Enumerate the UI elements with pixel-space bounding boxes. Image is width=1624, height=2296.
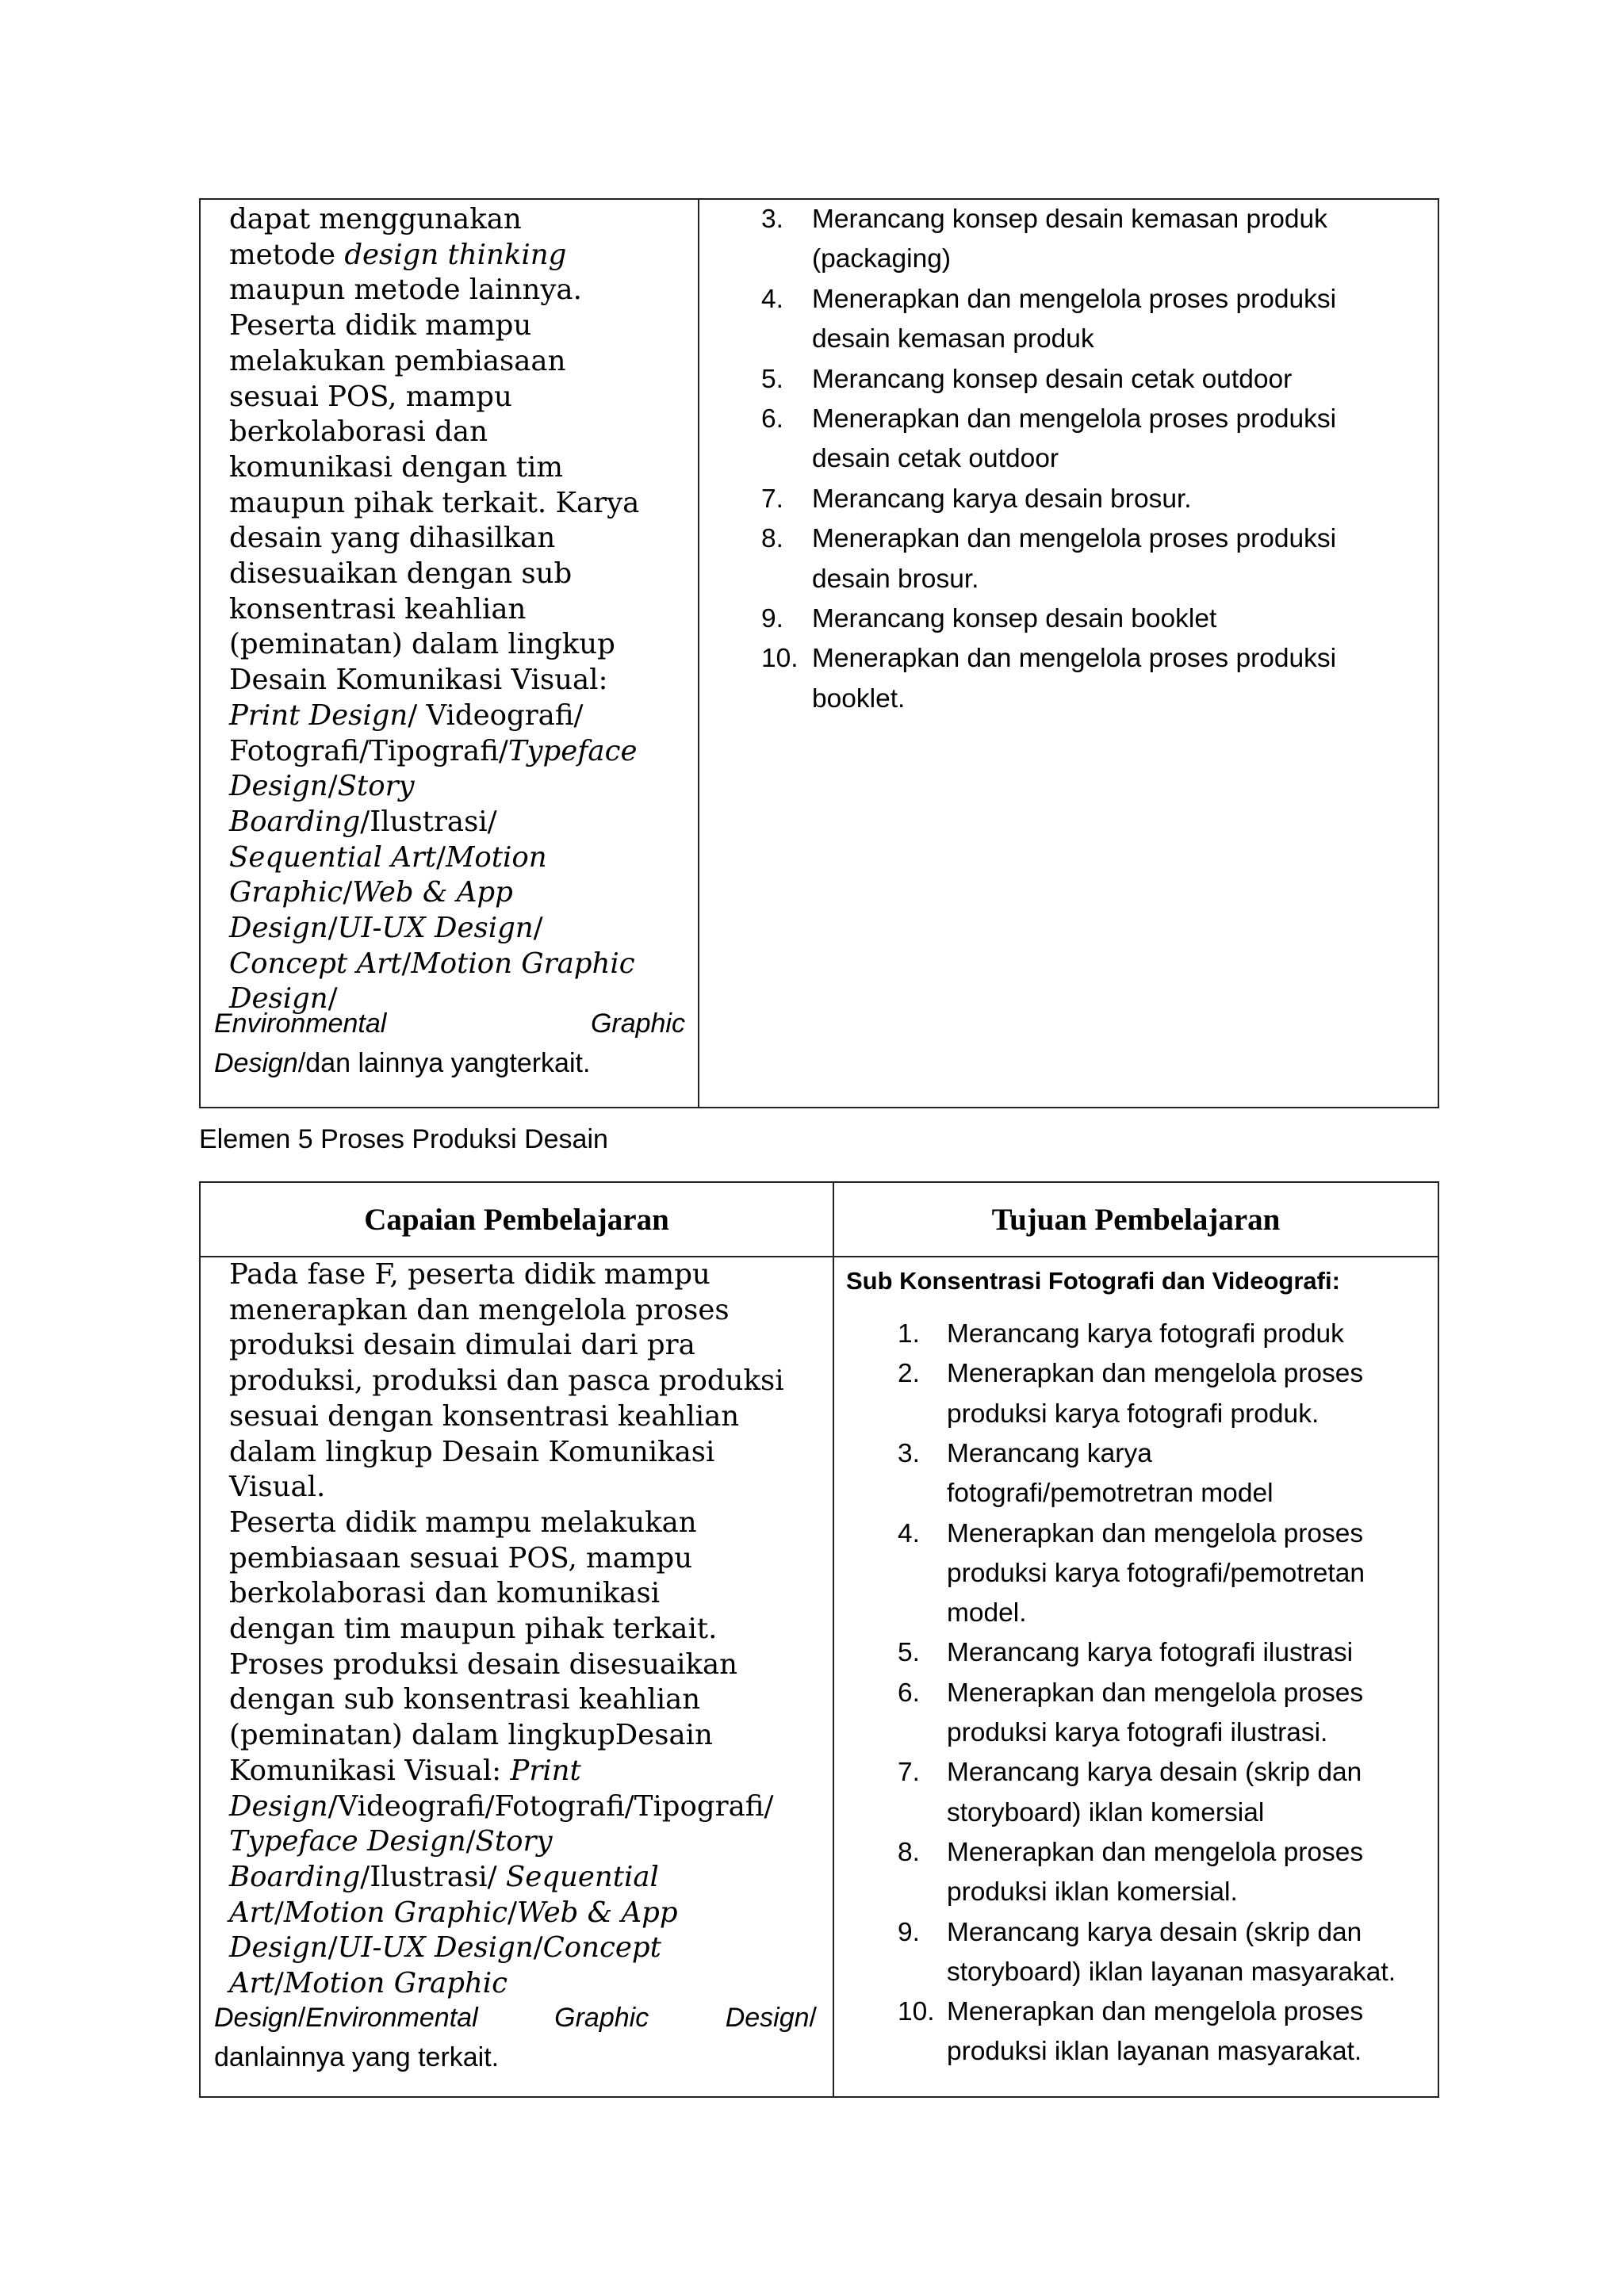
- list-item-text: Menerapkan dan mengelola proses: [947, 1997, 1364, 2027]
- list-number: 10.: [898, 1997, 935, 2027]
- list-item-text: Menerapkan dan mengelola proses: [947, 1518, 1364, 1548]
- list-item-text: Merancang karya fotografi ilustrasi: [947, 1638, 1354, 1668]
- header-tujuan: Tujuan Pembelajaran: [991, 1202, 1281, 1237]
- list-item-text: (packaging): [812, 244, 952, 274]
- paragraph-line: metode design thinking: [229, 238, 567, 271]
- paragraph-line: Design/Videografi/Fotografi/Tipografi/: [229, 1789, 774, 1823]
- list-item-text: model.: [947, 1598, 1027, 1628]
- paragraph-line: produksi desain dimulai dari pra: [229, 1329, 695, 1362]
- list-item-text: Merancang konsep desain booklet: [812, 604, 1217, 633]
- list-number: 7.: [761, 484, 783, 514]
- list-number: 8.: [898, 1837, 920, 1867]
- paragraph-line: Sequential Art/Motion: [229, 840, 547, 874]
- paragraph-line: Proses produksi desain disesuaikan: [229, 1647, 738, 1681]
- list-number: 2.: [898, 1359, 920, 1389]
- paragraph-line: pembiasaan sesuai POS, mampu: [229, 1541, 693, 1575]
- list-item-text: Merancang karya fotografi produk: [947, 1319, 1344, 1349]
- paragraph-line: Design/Story: [229, 770, 415, 803]
- list-item-text: fotografi/pemotretran model: [947, 1479, 1274, 1509]
- list-item-text: Merancang karya desain brosur.: [812, 484, 1192, 514]
- list-item-text: Menerapkan dan mengelola proses: [947, 1678, 1364, 1708]
- list-number: 10.: [761, 644, 799, 674]
- paragraph-line: desain yang dihasilkan: [229, 522, 556, 555]
- paragraph-line: Graphic/Web & App: [229, 876, 513, 909]
- paragraph-line: Design/UI-UX Design/Concept: [229, 1931, 661, 1965]
- list-number: 8.: [761, 524, 783, 554]
- list-item-text: Merancang karya: [947, 1438, 1152, 1468]
- paragraph-line: Komunikasi Visual: Print: [229, 1754, 581, 1787]
- list-item-text: desain kemasan produk: [812, 324, 1094, 354]
- paragraph-line: dapat menggunakan: [229, 203, 522, 235]
- paragraph-line: Print Design/ Videografi/: [229, 698, 584, 732]
- justified-line: Environmental Graphic: [214, 1008, 685, 1039]
- paragraph-line: Art/Motion Graphic: [229, 1967, 508, 1999]
- list-item-text: booklet.: [812, 683, 906, 714]
- paragraph-line: maupun metode lainnya.: [229, 274, 582, 307]
- list-number: 1.: [898, 1319, 920, 1349]
- paragraph-line: Desain Komunikasi Visual:: [229, 664, 608, 697]
- list-item-text: Menerapkan dan mengelola proses produksi: [812, 404, 1337, 434]
- paragraph-line: disesuaikan dengan sub: [229, 557, 573, 590]
- justified-line: Design/Environmental Graphic Design/: [214, 2003, 817, 2033]
- paragraph-line: Art/Motion Graphic/Web & App: [229, 1896, 678, 1929]
- paragraph-line: Peserta didik mampu: [229, 309, 532, 342]
- paragraph-line: berkolaborasi dan: [229, 415, 488, 449]
- paragraph-line: Design/UI-UX Design/: [229, 912, 543, 944]
- list-item-text: produksi karya fotografi ilustrasi.: [947, 1717, 1328, 1747]
- list-number: 4.: [898, 1518, 920, 1548]
- tujuan-cell: [833, 1257, 1438, 2096]
- list-item-text: produksi karya fotografi produk.: [947, 1399, 1320, 1429]
- list-number: 7.: [898, 1758, 920, 1788]
- paragraph-line: Design/: [229, 982, 338, 1016]
- list-item-text: produksi iklan komersial.: [947, 1877, 1238, 1908]
- header-capaian: Capaian Pembelajaran: [364, 1202, 669, 1237]
- element-caption: Elemen 5 Proses Produksi Desain: [199, 1124, 608, 1154]
- paragraph-line: Boarding/Ilustrasi/ Sequential: [229, 1860, 659, 1893]
- paragraph-line: Boarding/Ilustrasi/: [229, 805, 497, 838]
- list-number: 5.: [761, 364, 783, 394]
- list-item-text: produksi iklan layanan masyarakat.: [947, 2037, 1362, 2067]
- paragraph-line: Fotografi/Tipografi/Typeface: [229, 734, 638, 767]
- paragraph-line: melakukan pembiasaan: [229, 344, 566, 377]
- list-item-text: Merancang karya desain (skrip dan: [947, 1917, 1362, 1947]
- paragraph-line: (peminatan) dalam lingkupDesain: [229, 1719, 713, 1752]
- paragraph-line: Typeface Design/Story: [229, 1825, 553, 1858]
- paragraph-line: Peserta didik mampu melakukan: [229, 1506, 697, 1539]
- paragraph-last-line: Design/dan lainnya yangterkait.: [214, 1048, 591, 1078]
- paragraph-line: Visual.: [229, 1471, 326, 1504]
- list-item-text: Menerapkan dan mengelola proses produksi: [812, 524, 1337, 554]
- list-item-text: storyboard) iklan layanan masyarakat.: [947, 1957, 1396, 1987]
- list-item-text: Menerapkan dan mengelola proses: [947, 1837, 1364, 1867]
- list-item-text: Menerapkan dan mengelola proses produksi: [812, 644, 1337, 674]
- list-item-text: Merancang konsep desain kemasan produk: [812, 205, 1327, 234]
- list-item-text: Merancang karya desain (skrip dan: [947, 1758, 1362, 1788]
- paragraph-line: berkolaborasi dan komunikasi: [229, 1577, 661, 1610]
- paragraph-line: (peminatan) dalam lingkup: [229, 628, 615, 661]
- list-item-text: produksi karya fotografi/pemotretan: [947, 1558, 1365, 1588]
- paragraph-line: dalam lingkup Desain Komunikasi: [229, 1435, 715, 1468]
- list-number: 5.: [898, 1638, 920, 1668]
- paragraph-line: menerapkan dan mengelola proses: [229, 1293, 730, 1326]
- paragraph-line: dengan tim maupun pihak terkait.: [229, 1613, 718, 1645]
- list-number: 9.: [761, 604, 783, 633]
- paragraph-line: Concept Art/Motion Graphic: [229, 947, 635, 980]
- list-item-text: storyboard) iklan komersial: [947, 1797, 1265, 1827]
- capaian-cell: [201, 200, 698, 1107]
- list-number: 9.: [898, 1917, 920, 1947]
- capaian-cell: [201, 1257, 833, 2096]
- subheading: Sub Konsentrasi Fotografi dan Videografi:: [846, 1267, 1340, 1295]
- element-5-table: [199, 1181, 1439, 2098]
- paragraph-last-line: danlainnya yang terkait.: [214, 2042, 500, 2072]
- paragraph-line: sesuai POS, mampu: [229, 380, 512, 413]
- list-number: 3.: [761, 205, 783, 234]
- list-item-text: desain cetak outdoor: [812, 444, 1059, 474]
- list-number: 6.: [898, 1678, 920, 1708]
- paragraph-line: konsentrasi keahlian: [229, 592, 527, 626]
- list-item-text: Menerapkan dan mengelola proses: [947, 1359, 1364, 1389]
- paragraph-line: Pada fase F, peserta didik mampu: [229, 1258, 710, 1291]
- list-number: 3.: [898, 1438, 920, 1468]
- paragraph-line: komunikasi dengan tim: [229, 450, 564, 484]
- continuation-table: [199, 198, 1439, 1108]
- paragraph-line: dengan sub konsentrasi keahlian: [229, 1683, 701, 1716]
- paragraph-line: produksi, produksi dan pasca produksi: [229, 1364, 784, 1398]
- list-item-text: Merancang konsep desain cetak outdoor: [812, 364, 1293, 394]
- tujuan-cell: [698, 200, 1438, 1107]
- list-number: 6.: [761, 404, 783, 434]
- list-item-text: desain brosur.: [812, 564, 979, 594]
- list-item-text: Menerapkan dan mengelola proses produksi: [812, 284, 1337, 314]
- paragraph-line: sesuai dengan konsentrasi keahlian: [229, 1399, 740, 1433]
- paragraph-line: maupun pihak terkait. Karya: [229, 486, 640, 519]
- list-number: 4.: [761, 284, 783, 314]
